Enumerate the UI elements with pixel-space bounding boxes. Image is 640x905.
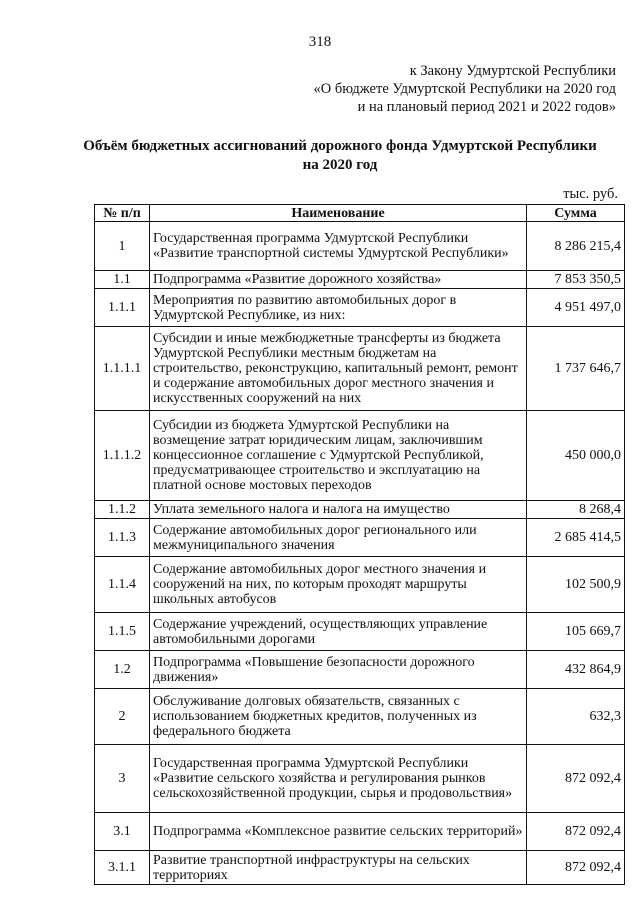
row-number: 1.2 <box>95 651 150 689</box>
row-number: 3.1 <box>95 813 150 851</box>
table-row <box>95 327 625 411</box>
table-row <box>95 689 625 745</box>
row-number: 1.1.4 <box>95 557 150 613</box>
row-number: 2 <box>95 689 150 745</box>
budget-table <box>94 204 625 885</box>
appendix-line-1: к Закону Удмуртской Республики <box>409 63 616 79</box>
table-row <box>95 519 625 557</box>
row-sum: 2 685 414,5 <box>527 519 625 557</box>
document-title-line-2: на 2020 год <box>302 157 378 173</box>
appendix-line-2: «О бюджете Удмуртской Республики на 2020 год <box>313 81 616 97</box>
appendix-reference <box>314 62 616 116</box>
row-number: 3.1.1 <box>95 851 150 885</box>
row-sum: 102 500,9 <box>527 557 625 613</box>
row-name: Содержание автомобильных дорог регионального или межмуниципального значения <box>150 519 527 557</box>
row-sum: 432 864,9 <box>527 651 625 689</box>
row-sum: 450 000,0 <box>527 411 625 501</box>
table-row <box>95 613 625 651</box>
table-row <box>95 813 625 851</box>
row-sum: 872 092,4 <box>527 813 625 851</box>
row-number: 1 <box>95 222 150 271</box>
row-number: 3 <box>95 745 150 813</box>
document-title-line-1: Объём бюджетных ассигнований дорожного фонда Удмуртской Республики <box>83 138 597 154</box>
row-name: Содержание учреждений, осуществляющих управление автомобильными дорогами <box>150 613 527 651</box>
table-row <box>95 289 625 327</box>
table-row <box>95 271 625 289</box>
row-sum: 8 286 215,4 <box>527 222 625 271</box>
document-title <box>60 137 620 175</box>
table-row <box>95 222 625 271</box>
row-sum: 1 737 646,7 <box>527 327 625 411</box>
units-label: тыс. руб. <box>563 186 618 202</box>
row-sum: 872 092,4 <box>527 851 625 885</box>
table-header-row <box>95 205 625 222</box>
table-row <box>95 745 625 813</box>
row-number: 1.1.1.1 <box>95 327 150 411</box>
table-row <box>95 557 625 613</box>
table-row <box>95 851 625 885</box>
row-sum: 872 092,4 <box>527 745 625 813</box>
row-name: Развитие транспортной инфраструктуры на сельских территориях <box>150 851 527 885</box>
row-sum: 105 669,7 <box>527 613 625 651</box>
header-sum: Сумма <box>527 205 625 222</box>
row-name: Подпрограмма «Комплексное развитие сельских территорий» <box>150 813 527 851</box>
page-number: 318 <box>308 34 332 50</box>
row-sum: 4 951 497,0 <box>527 289 625 327</box>
row-name: Подпрограмма «Повышение безопасности дорожного движения» <box>150 651 527 689</box>
row-sum: 8 268,4 <box>527 501 625 519</box>
table-row <box>95 501 625 519</box>
row-sum: 632,3 <box>527 689 625 745</box>
table-row <box>95 651 625 689</box>
table-row <box>95 411 625 501</box>
row-number: 1.1.1 <box>95 289 150 327</box>
appendix-line-3: и на плановый период 2021 и 2022 годов» <box>357 99 616 115</box>
row-number: 1.1.2 <box>95 501 150 519</box>
row-number: 1.1 <box>95 271 150 289</box>
row-name: Подпрограмма «Развитие дорожного хозяйства» <box>150 271 527 289</box>
row-name: Мероприятия по развитию автомобильных дорог в Удмуртской Республике, из них: <box>150 289 527 327</box>
row-name: Обслуживание долговых обязательств, связанных с использованием бюджетных кредитов, полученных из федерального бюджета <box>150 689 527 745</box>
row-name: Субсидии и иные межбюджетные трансферты из бюджета Удмуртской Республики местным бюджетам на строительство, реконструкцию, капитальный ремонт, ремонт и содержание автомобильных дорог местного значения и искусственных сооружений на них <box>150 327 527 411</box>
row-sum: 7 853 350,5 <box>527 271 625 289</box>
row-number: 1.1.1.2 <box>95 411 150 501</box>
row-name: Содержание автомобильных дорог местного значения и сооружений на них, по которым проходят маршруты школьных автобусов <box>150 557 527 613</box>
row-name: Субсидии из бюджета Удмуртской Республики на возмещение затрат юридическим лицам, заключившим концессионное соглашение с Удмуртской Республикой, предусматривающее строительство и эксплуатацию на платной основе мостовых переходов <box>150 411 527 501</box>
row-name: Государственная программа Удмуртской Республики «Развитие сельского хозяйства и регулирования рынков сельскохозяйственной продукции, сырья и продовольствия» <box>150 745 527 813</box>
row-name: Государственная программа Удмуртской Республики «Развитие транспортной системы Удмуртской Республики» <box>150 222 527 271</box>
row-number: 1.1.3 <box>95 519 150 557</box>
header-number: № п/п <box>95 205 150 222</box>
header-name: Наименование <box>150 205 527 222</box>
row-number: 1.1.5 <box>95 613 150 651</box>
row-name: Уплата земельного налога и налога на имущество <box>150 501 527 519</box>
